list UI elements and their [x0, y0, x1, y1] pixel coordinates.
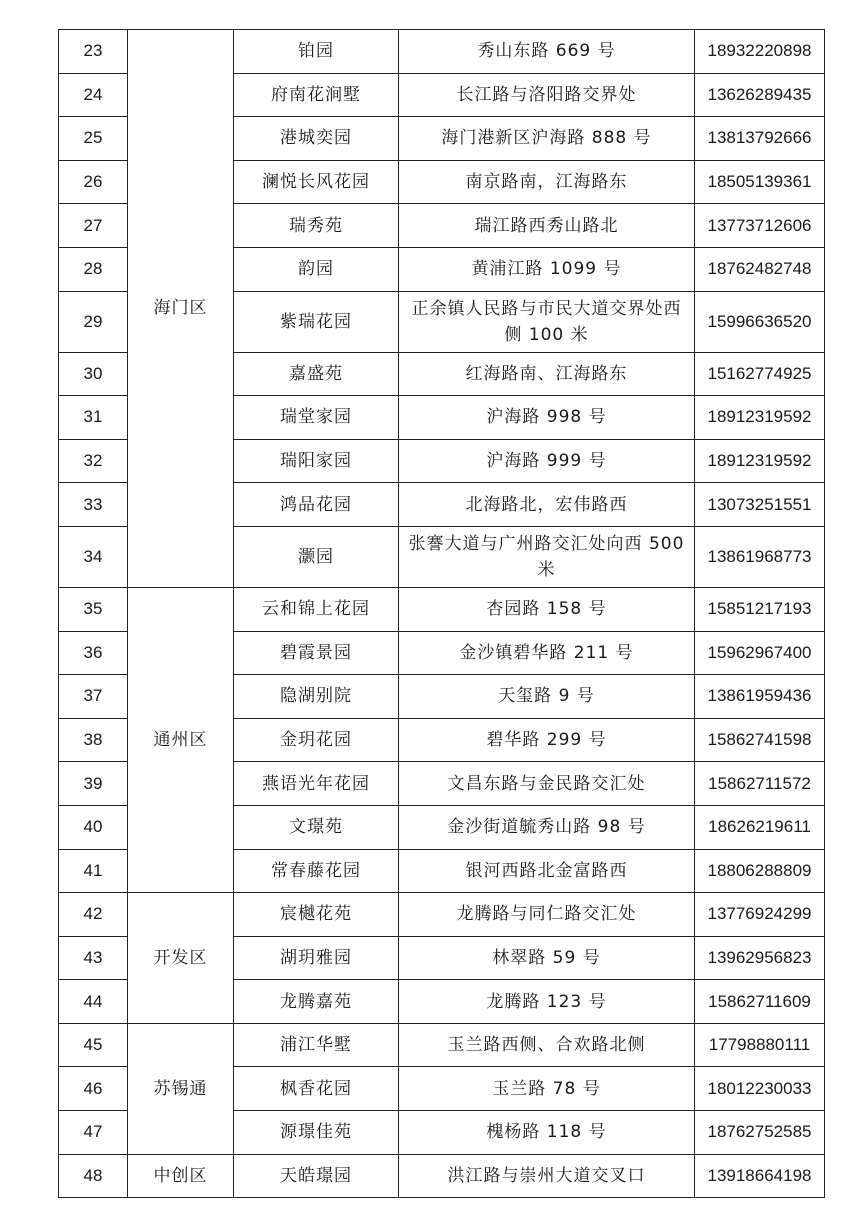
table-body: [59, 30, 825, 1198]
row-number-cell: 27: [59, 204, 128, 248]
address-cell: 红海路南、江海路东: [399, 352, 695, 396]
community-name-cell: 瑞堂家园: [234, 396, 399, 440]
community-name-cell: 云和锦上花园: [234, 587, 399, 631]
community-name-cell: 常春藤花园: [234, 849, 399, 893]
row-number-cell: 39: [59, 762, 128, 806]
address-cell: 碧华路 299 号: [399, 718, 695, 762]
address-cell: 南京路南，江海路东: [399, 160, 695, 204]
phone-cell: 13861968773: [695, 526, 825, 587]
community-name-cell: 碧霞景园: [234, 631, 399, 675]
address-cell: 玉兰路 78 号: [399, 1067, 695, 1111]
table-row: [59, 30, 825, 74]
row-number-cell: 32: [59, 439, 128, 483]
phone-cell: 18012230033: [695, 1067, 825, 1111]
address-cell: 秀山东路 669 号: [399, 30, 695, 74]
address-cell: 北海路北，宏伟路西: [399, 483, 695, 527]
table-row: [59, 1023, 825, 1067]
phone-cell: 18762752585: [695, 1111, 825, 1155]
community-name-cell: 宸樾花苑: [234, 893, 399, 937]
district-cell: 开发区: [128, 893, 234, 1024]
address-cell: 张謇大道与广州路交汇处向西 500 米: [399, 526, 695, 587]
phone-cell: 18932220898: [695, 30, 825, 74]
phone-cell: 15851217193: [695, 587, 825, 631]
community-name-cell: 浦江华墅: [234, 1023, 399, 1067]
community-name-cell: 灏园: [234, 526, 399, 587]
row-number-cell: 41: [59, 849, 128, 893]
phone-cell: 15862741598: [695, 718, 825, 762]
community-name-cell: 龙腾嘉苑: [234, 980, 399, 1024]
district-cell: 苏锡通: [128, 1023, 234, 1154]
row-number-cell: 23: [59, 30, 128, 74]
community-name-cell: 港城奕园: [234, 117, 399, 161]
address-cell: 黄浦江路 1099 号: [399, 247, 695, 291]
address-cell: 天玺路 9 号: [399, 675, 695, 719]
phone-cell: 13776924299: [695, 893, 825, 937]
address-cell: 海门港新区沪海路 888 号: [399, 117, 695, 161]
phone-cell: 13813792666: [695, 117, 825, 161]
community-name-cell: 文璟苑: [234, 805, 399, 849]
phone-cell: 18626219611: [695, 805, 825, 849]
row-number-cell: 24: [59, 73, 128, 117]
phone-cell: 18912319592: [695, 439, 825, 483]
address-cell: 正余镇人民路与市民大道交界处西侧 100 米: [399, 291, 695, 352]
table-row: [59, 1154, 825, 1198]
community-name-cell: 紫瑞花园: [234, 291, 399, 352]
community-name-cell: 金玥花园: [234, 718, 399, 762]
row-number-cell: 36: [59, 631, 128, 675]
phone-cell: 13861959436: [695, 675, 825, 719]
community-name-cell: 枫香花园: [234, 1067, 399, 1111]
district-cell: 海门区: [128, 30, 234, 588]
address-cell: 洪江路与崇州大道交叉口: [399, 1154, 695, 1198]
row-number-cell: 48: [59, 1154, 128, 1198]
row-number-cell: 31: [59, 396, 128, 440]
table-row: [59, 893, 825, 937]
phone-cell: 13773712606: [695, 204, 825, 248]
community-name-cell: 隐湖别院: [234, 675, 399, 719]
address-cell: 金沙街道毓秀山路 98 号: [399, 805, 695, 849]
row-number-cell: 45: [59, 1023, 128, 1067]
row-number-cell: 47: [59, 1111, 128, 1155]
address-cell: 龙腾路 123 号: [399, 980, 695, 1024]
phone-cell: 17798880111: [695, 1023, 825, 1067]
row-number-cell: 29: [59, 291, 128, 352]
community-name-cell: 韵园: [234, 247, 399, 291]
community-name-cell: 瑞阳家园: [234, 439, 399, 483]
address-cell: 龙腾路与同仁路交汇处: [399, 893, 695, 937]
phone-cell: 15996636520: [695, 291, 825, 352]
community-name-cell: 瑞秀苑: [234, 204, 399, 248]
row-number-cell: 25: [59, 117, 128, 161]
community-name-cell: 燕语光年花园: [234, 762, 399, 806]
row-number-cell: 46: [59, 1067, 128, 1111]
address-cell: 杏园路 158 号: [399, 587, 695, 631]
row-number-cell: 34: [59, 526, 128, 587]
phone-cell: 15962967400: [695, 631, 825, 675]
district-cell: 通州区: [128, 587, 234, 892]
community-name-cell: 铂园: [234, 30, 399, 74]
address-cell: 瑞江路西秀山路北: [399, 204, 695, 248]
phone-cell: 13962956823: [695, 936, 825, 980]
row-number-cell: 33: [59, 483, 128, 527]
phone-cell: 13073251551: [695, 483, 825, 527]
row-number-cell: 26: [59, 160, 128, 204]
phone-cell: 18806288809: [695, 849, 825, 893]
address-cell: 玉兰路西侧、合欢路北侧: [399, 1023, 695, 1067]
phone-cell: 18505139361: [695, 160, 825, 204]
row-number-cell: 38: [59, 718, 128, 762]
phone-cell: 15862711572: [695, 762, 825, 806]
phone-cell: 15162774925: [695, 352, 825, 396]
table-row: [59, 587, 825, 631]
address-cell: 林翠路 59 号: [399, 936, 695, 980]
phone-cell: 15862711609: [695, 980, 825, 1024]
community-name-cell: 府南花涧墅: [234, 73, 399, 117]
housing-table: [58, 29, 825, 1198]
row-number-cell: 43: [59, 936, 128, 980]
row-number-cell: 30: [59, 352, 128, 396]
phone-cell: 13918664198: [695, 1154, 825, 1198]
row-number-cell: 44: [59, 980, 128, 1024]
row-number-cell: 35: [59, 587, 128, 631]
address-cell: 槐杨路 118 号: [399, 1111, 695, 1155]
address-cell: 沪海路 999 号: [399, 439, 695, 483]
address-cell: 文昌东路与金民路交汇处: [399, 762, 695, 806]
row-number-cell: 37: [59, 675, 128, 719]
row-number-cell: 40: [59, 805, 128, 849]
community-name-cell: 天皓璟园: [234, 1154, 399, 1198]
address-cell: 长江路与洛阳路交界处: [399, 73, 695, 117]
phone-cell: 18762482748: [695, 247, 825, 291]
address-cell: 银河西路北金富路西: [399, 849, 695, 893]
address-cell: 金沙镇碧华路 211 号: [399, 631, 695, 675]
community-name-cell: 湖玥雅园: [234, 936, 399, 980]
community-name-cell: 鸿品花园: [234, 483, 399, 527]
address-cell: 沪海路 998 号: [399, 396, 695, 440]
phone-cell: 13626289435: [695, 73, 825, 117]
community-name-cell: 源璟佳苑: [234, 1111, 399, 1155]
row-number-cell: 42: [59, 893, 128, 937]
row-number-cell: 28: [59, 247, 128, 291]
district-cell: 中创区: [128, 1154, 234, 1198]
community-name-cell: 澜悦长风花园: [234, 160, 399, 204]
community-name-cell: 嘉盛苑: [234, 352, 399, 396]
phone-cell: 18912319592: [695, 396, 825, 440]
